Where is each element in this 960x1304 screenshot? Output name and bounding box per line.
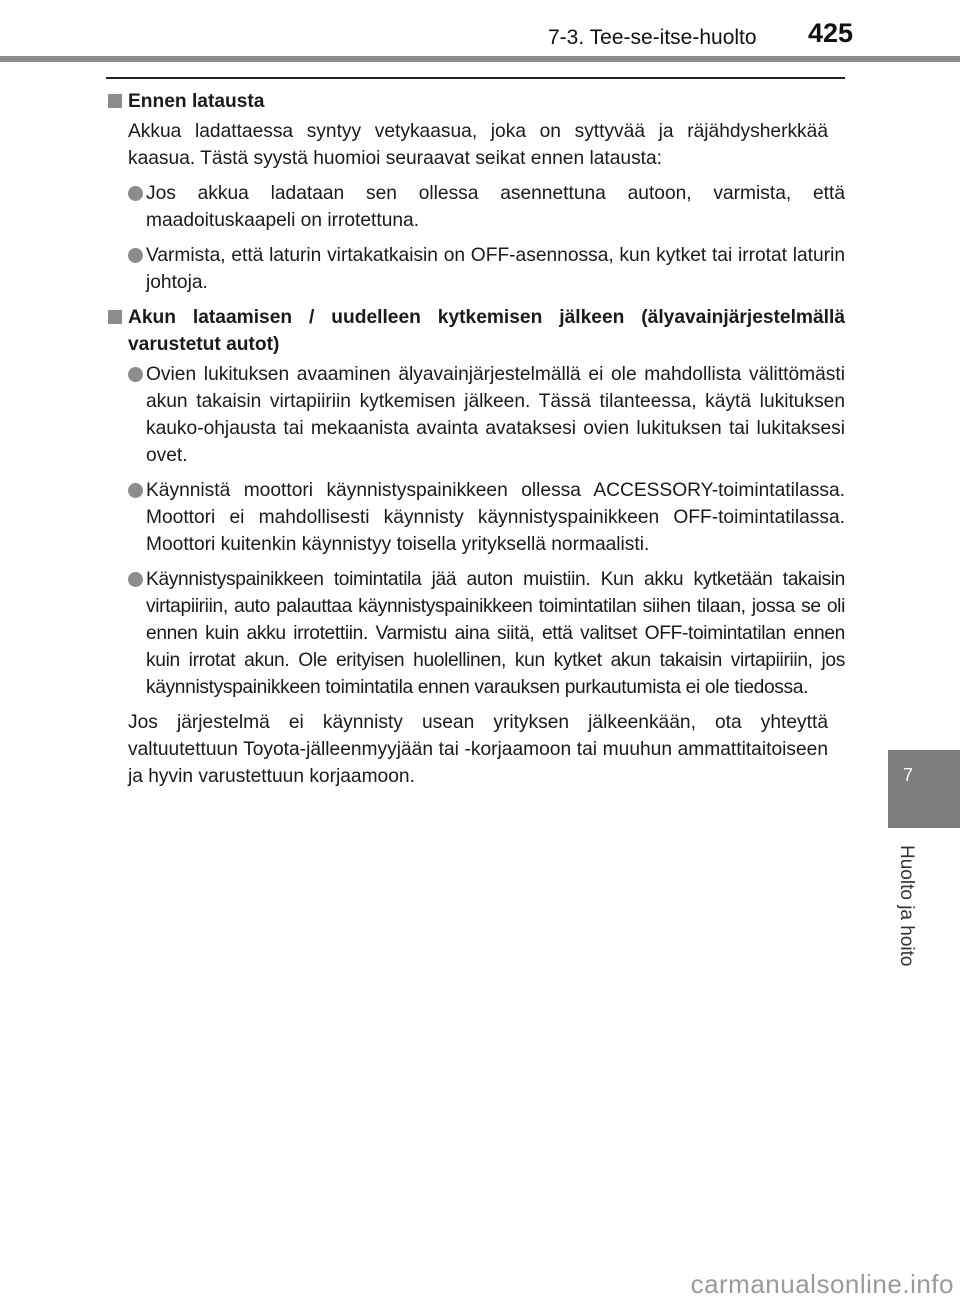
paragraph: Akkua ladattaessa syntyy vetykaasua, joka on syttyvää ja räjähdysherkkää kaasua. Tästä syystä huomioi seuraavat seikat ennen latausta: xyxy=(128,121,828,169)
list-item xyxy=(106,566,845,701)
header-bar xyxy=(0,56,960,62)
page-content xyxy=(106,88,845,798)
list-item xyxy=(106,361,845,469)
circle-bullet-icon xyxy=(128,248,143,263)
list-item xyxy=(106,180,845,234)
square-bullet-icon xyxy=(108,94,122,108)
section-heading-text: Akun lataamisen / uudelleen kytkemisen jälkeen (älyavainjärjestelmällä varustetut autot) xyxy=(128,307,845,355)
list-item-text: Käynnistyspainikkeen toimintatila jää auton muistiin. Kun akku kytketään takaisin virtapiiriin, auto palauttaa käynnistyspainikkeen toimintatilan siihen tilaan, jossa se oli ennen kuin akku irrotettiin. Varmistu aina siitä, että valitset OFF-toimintatilan ennen kuin irrotat akun. Ole erityisen huolellinen, kun kytket akun takaisin virtapiiriin, jos käynnistyspainikkeen toimintatila ennen varauksen purkautumista ei ole tiedossa. xyxy=(146,569,845,698)
section-heading xyxy=(106,88,845,115)
square-bullet-icon xyxy=(108,310,122,324)
circle-bullet-icon xyxy=(128,572,143,587)
section-heading-text: Ennen latausta xyxy=(128,91,265,112)
page-number: 425 xyxy=(808,18,854,48)
circle-bullet-icon xyxy=(128,186,143,201)
chapter-tab xyxy=(888,750,960,828)
watermark: carmanualsonline.info xyxy=(690,1269,954,1299)
list-item-text: Käynnistä moottori käynnistyspainikkeen ollessa ACCESSORY-toimintatilassa. Moottori ei mahdollisesti käynnisty käynnistyspainikkeen OFF-toimintatilassa. Moottori kuitenkin käynnistyy toisella yrityksellä normaalisti. xyxy=(146,480,845,555)
section-heading xyxy=(106,304,845,358)
list-item xyxy=(106,477,845,558)
section-title: 7-3. Tee-se-itse-huolto xyxy=(548,26,757,49)
chapter-number: 7 xyxy=(902,765,913,785)
circle-bullet-icon xyxy=(128,367,143,382)
circle-bullet-icon xyxy=(128,483,143,498)
list-item-text: Ovien lukituksen avaaminen älyavainjärjestelmällä ei ole mahdollista välittömästi akun takaisin virtapiiriin kytkemisen jälkeen. Tässä tilanteessa, käytä lukituksen kauko-ohjausta tai mekaanista avainta avataksesi ovien lukituksen tai lukitaksesi ovet. xyxy=(146,364,845,466)
list-item-text: Varmista, että laturin virtakatkaisin on OFF-asennossa, kun kytket tai irrotat laturin johtoja. xyxy=(146,245,845,293)
list-item-text: Jos akkua ladataan sen ollessa asennettuna autoon, varmista, että maadoituskaapeli on irrotettuna. xyxy=(146,183,845,231)
paragraph: Jos järjestelmä ei käynnisty usean yrityksen jälkeenkään, ota yhteyttä valtuutettuun Toyota-jälleenmyyjään tai -korjaamoon tai muuhun ammattitaitoiseen ja hyvin varustettuun korjaamoon. xyxy=(128,712,828,787)
list-item xyxy=(106,242,845,296)
header-rule xyxy=(106,77,845,79)
chapter-title: Huolto ja hoito xyxy=(896,845,917,967)
